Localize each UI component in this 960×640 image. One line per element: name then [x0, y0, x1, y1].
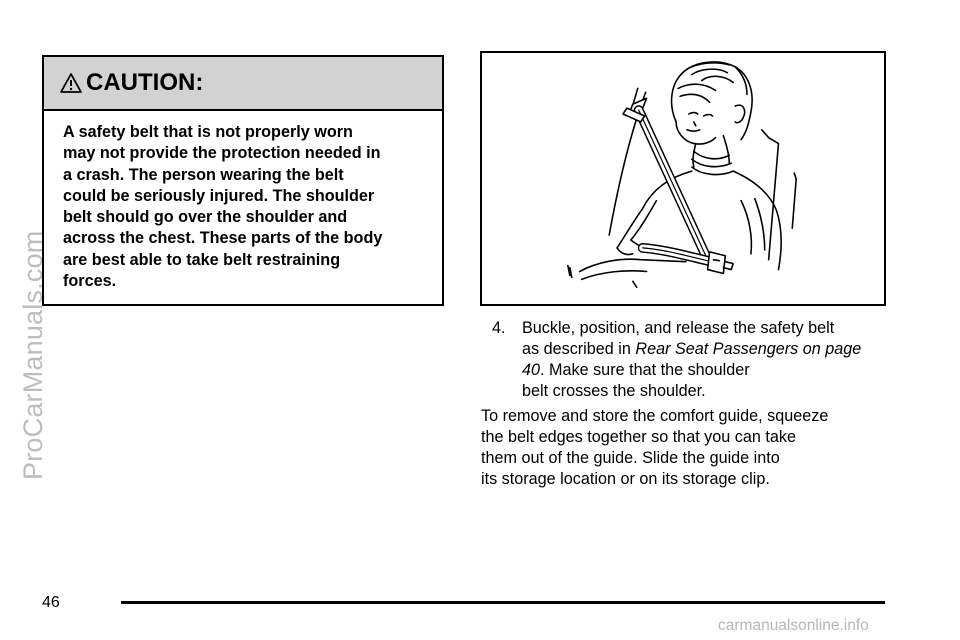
side-watermark-text: ProCarManuals.com	[18, 230, 48, 480]
paragraph-line: them out of the guide. Slide the guide into	[481, 449, 780, 467]
caution-text	[44, 111, 442, 292]
caution-box	[42, 55, 444, 306]
paragraph-line: the belt edges together so that you can take	[481, 428, 796, 446]
caution-line: A safety belt that is not properly worn	[63, 123, 353, 141]
child-seatbelt-illustration	[480, 51, 886, 306]
caution-header	[44, 57, 442, 111]
body-paragraph	[481, 406, 901, 490]
caution-line: belt should go over the shoulder and	[63, 208, 348, 227]
caution-line: forces.	[63, 272, 117, 291]
paragraph-line: To remove and store the comfort guide, squeeze	[481, 407, 829, 425]
caution-title: CAUTION:	[86, 69, 204, 96]
page-number: 46	[42, 594, 60, 611]
step-text-fragment: as described in	[522, 340, 631, 358]
step-text-fragment: . Make sure that the shoulder	[540, 361, 750, 379]
step-line: belt crosses the shoulder.	[522, 382, 706, 400]
caution-line: are best able to take belt restraining	[63, 250, 341, 269]
step-text	[522, 318, 882, 402]
step-line	[522, 339, 882, 381]
step-number: 4.	[492, 319, 506, 337]
warning-triangle-icon	[60, 72, 82, 94]
caution-line: could be seriously injured. The shoulder	[63, 186, 375, 205]
page-reference-link[interactable]: Rear Seat Passengers on page 40	[522, 340, 862, 379]
caution-line: across the chest. These parts of the body	[63, 229, 383, 248]
footer-rule	[121, 601, 885, 604]
bottom-watermark: carmanualsonline.info	[718, 617, 869, 634]
caution-line: a crash. The person wearing the belt	[63, 165, 344, 184]
paragraph-line: its storage location or on its storage clip.	[481, 470, 770, 488]
step-line: Buckle, position, and release the safety belt	[522, 319, 835, 337]
caution-line: may not provide the protection needed in	[63, 144, 381, 163]
